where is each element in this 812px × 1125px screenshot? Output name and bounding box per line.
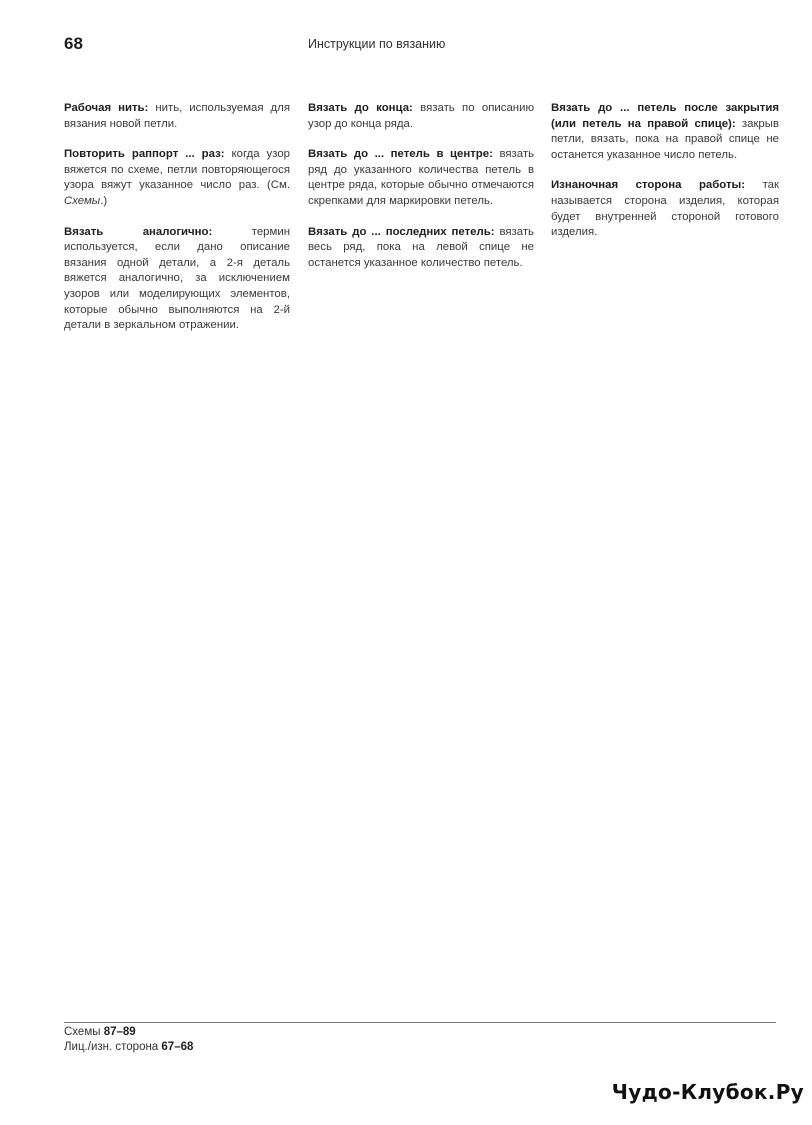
footer-page-range: 67–68: [161, 1041, 194, 1053]
glossary-term: Повторить раппорт ... раз:: [64, 148, 225, 161]
glossary-entry: [64, 225, 290, 334]
footer-line-charts: [64, 1025, 193, 1040]
xref-target: Схемы: [64, 194, 101, 207]
glossary-definition: вязать по описанию узор до конца ряда.: [308, 102, 534, 130]
xref-suffix: .): [100, 194, 108, 207]
glossary-definition: термин используется, если дано описание вязания одной детали, а 2-я деталь вяжется аналогично, за исключением узоров или моделирующих элементов, которые обычно выполняются на 2-й детали в зеркальном отражении.: [64, 225, 290, 332]
glossary-column-3: [551, 101, 779, 256]
glossary-column-2: [308, 101, 534, 286]
glossary-entry: [308, 147, 534, 209]
footer-label: Лиц./изн. сторона: [64, 1041, 162, 1053]
footer-page-range: 87–89: [103, 1026, 136, 1038]
footer-cross-references: [64, 1025, 193, 1055]
site-watermark: Чудо-Клубок.Ру: [611, 1080, 804, 1104]
glossary-term: Изнаночная сторона работы:: [551, 179, 746, 192]
glossary-entry: [64, 101, 290, 132]
page-number: 68: [64, 34, 83, 53]
glossary-term: Вязать до конца:: [308, 102, 413, 114]
glossary-term: Вязать аналогично:: [64, 225, 213, 238]
glossary-entry: [64, 147, 290, 209]
glossary-entry: [551, 178, 779, 240]
glossary-term: Вязать до ... петель в центре:: [308, 148, 493, 161]
xref-prefix: (См.: [266, 179, 290, 192]
footer-line-sides: [64, 1040, 193, 1055]
glossary-definition: так называется сторона изделия, которая будет внутренней стороной готового изделия.: [551, 179, 779, 239]
glossary-definition: когда узор вяжется по схеме, петли повторяющегося узора вяжут указанное число раз.: [64, 148, 290, 192]
glossary-term: Вязать до ... последних петель:: [308, 225, 495, 238]
running-head: Инструкции по вязанию: [308, 37, 446, 51]
glossary-term: Вязать до ... петель после закрытия (или петель на правой спице):: [551, 102, 779, 130]
glossary-entry: [551, 101, 779, 163]
footer-label: Схемы: [64, 1026, 104, 1038]
glossary-definition: вязать весь ряд, пока на левой спице не останется указанное количество петель.: [308, 225, 534, 269]
glossary-entry: [308, 225, 534, 272]
glossary-definition: вязать ряд до указанного количества петель в центре ряда, которые обычно отмечаются скрепками для маркировки петель.: [308, 148, 535, 207]
glossary-column-1: [64, 101, 290, 349]
glossary-definition: закрыв петли, вязать, пока на правой спице не останется указанное число петель.: [551, 117, 779, 161]
glossary-term: Рабочая нить:: [64, 102, 149, 114]
glossary-entry: [308, 101, 534, 132]
footer-divider: [64, 1022, 776, 1023]
glossary-definition: нить, используемая для вязания новой петли.: [64, 102, 290, 130]
